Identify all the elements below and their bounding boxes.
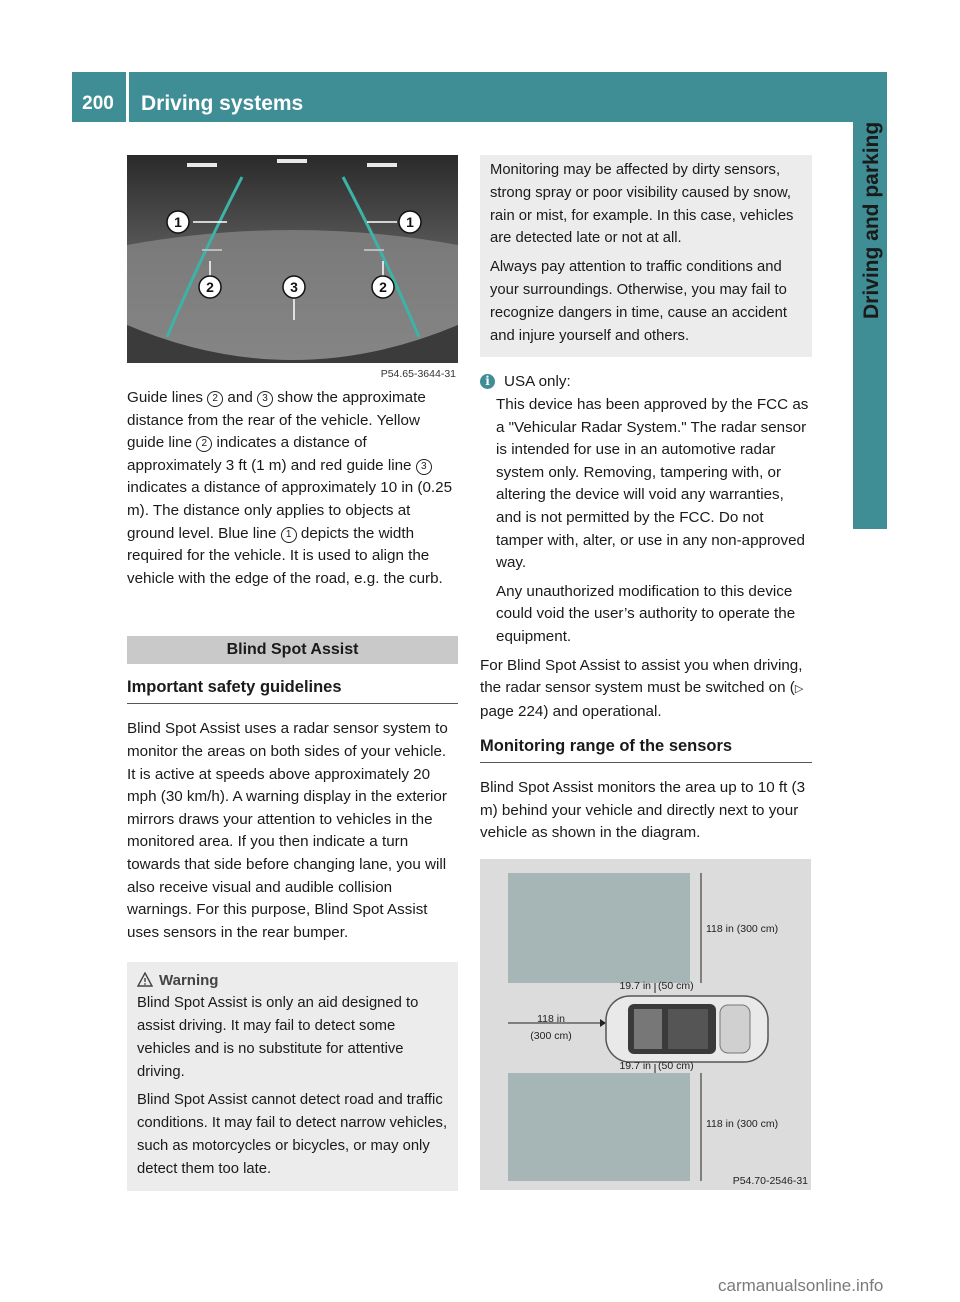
subheading-monitoring-range: Monitoring range of the sensors — [480, 735, 812, 763]
dim-bottom: 118 in (300 cm) — [706, 1118, 779, 1131]
warning-box — [127, 962, 458, 1190]
info-block — [480, 371, 812, 648]
page-number: 200 — [82, 93, 114, 114]
header-title: Driving systems — [141, 92, 304, 115]
callout-1-right: 1 — [406, 214, 414, 230]
box-p1: Monitoring may be affected by dirty sensors, strong spray or poor visibility caused by snow, rain or mist, for example. In this case, vehicles are detected late or not at all. — [490, 162, 794, 247]
warning-title: Warning — [137, 970, 448, 992]
callout-2-right: 2 — [379, 279, 387, 295]
monitoring-range-paragraph: Blind Spot Assist monitors the area up to 10 ft (3 m) behind your vehicle and directly next to your vehicle as shown in the diagram. — [480, 779, 806, 842]
ref-3-icon: 3 — [257, 391, 273, 407]
guide-lines-paragraph: Guide lines 2 and 3 show the approximate distance from the rear of the vehicle. Yellow guide line 2 indicates a distance of approximately 3 ft (1 m) and red guide line 3 indicates a distance of approximately 10 in (0.25 m). The distance only applies to objects at ground level. Blue line 1 depicts the width required for the vehicle. It is used to align the vehicle with the edge of the road, e.g. the curb. — [127, 389, 453, 587]
rear-camera-figure — [127, 155, 458, 385]
info-icon: i — [480, 374, 495, 389]
ref-1-icon: 1 — [281, 527, 297, 543]
monitoring-range-diagram — [480, 859, 811, 1190]
dim-gap-bottom-cm: (50 cm) — [658, 1060, 694, 1073]
dim-gap-top-in: 19.7 in — [619, 980, 651, 993]
section-heading-blind-spot: Blind Spot Assist — [127, 636, 458, 664]
car-top-view — [606, 996, 768, 1062]
page-ref-arrow-icon: ▷ — [794, 683, 804, 696]
diagram-code: P54.70-2546-31 — [732, 1175, 808, 1188]
dim-top: 118 in (300 cm) — [706, 923, 779, 936]
dim-gap-top-cm: (50 cm) — [658, 980, 694, 993]
monitoring-range-image — [480, 859, 811, 1190]
right-column — [480, 155, 812, 1190]
warning-p2: Blind Spot Assist cannot detect road and traffic conditions. It may fail to detect narrow vehicles, such as motorcycles or bicycles, or may only detect them too late. — [137, 1092, 448, 1177]
monitoring-warning-box — [480, 155, 812, 357]
ref-2-icon: 2 — [207, 391, 223, 407]
info-title: USA only: — [504, 373, 571, 391]
box-p2: Always pay attention to traffic conditions and your surroundings. Otherwise, you may fail to recognize dangers in time, cause an accident and injure yourself and others. — [490, 259, 787, 344]
subheading-safety: Important safety guidelines — [127, 676, 458, 704]
camera-figure-code: P54.65-3644-31 — [380, 368, 456, 380]
rear-camera-image — [127, 155, 458, 385]
dim-gap-bottom-in: 19.7 in — [619, 1060, 651, 1073]
callout-3: 3 — [290, 279, 298, 295]
warning-p1: Blind Spot Assist is only an aid designed to assist driving. It may fail to detect some vehicles and is no substitute for attentive driving. — [137, 995, 419, 1080]
info-p1: This device has been approved by the FCC as a "Vehicular Radar System." The radar sensor is intended for use in an automotive radar system only. Removing, tampering with, or altering the device will void any warranties, and is not permitted by the FCC. Do not tamper with, alter, or use in any non-approved way. — [496, 395, 809, 572]
ref-2-icon: 2 — [196, 436, 212, 452]
warning-triangle-icon — [137, 972, 153, 988]
watermark: carmanualsonline.info — [718, 1276, 884, 1295]
switch-on-paragraph: For Blind Spot Assist to assist you when driving, the radar sensor system must be switched on (▷ page 224) and operational. — [480, 656, 804, 720]
left-column — [127, 155, 458, 1191]
dim-left-in: 118 in — [537, 1013, 565, 1026]
section-label-vertical: Driving and parking — [860, 122, 883, 320]
info-p2: Any unauthorized modification to this device could void the user’s authority to operate the equipment. — [496, 582, 796, 645]
header-divider — [126, 72, 129, 122]
callout-2-left: 2 — [206, 279, 214, 295]
callout-1-left: 1 — [174, 214, 182, 230]
dim-left-cm: (300 cm) — [530, 1030, 572, 1043]
blind-spot-paragraph: Blind Spot Assist uses a radar sensor system to monitor the areas on both sides of your vehicle. It is active at speeds above approximately 20 mph (30 km/h). A warning display in the exterior mirrors draws your attention to vehicles in the monitored area. If you then indicate a turn towards that side before changing lane, you will also receive visual and audible collision warnings. For this purpose, Blind Spot Assist uses sensors in the rear bumper. — [127, 720, 448, 941]
ref-3-icon: 3 — [416, 459, 432, 475]
